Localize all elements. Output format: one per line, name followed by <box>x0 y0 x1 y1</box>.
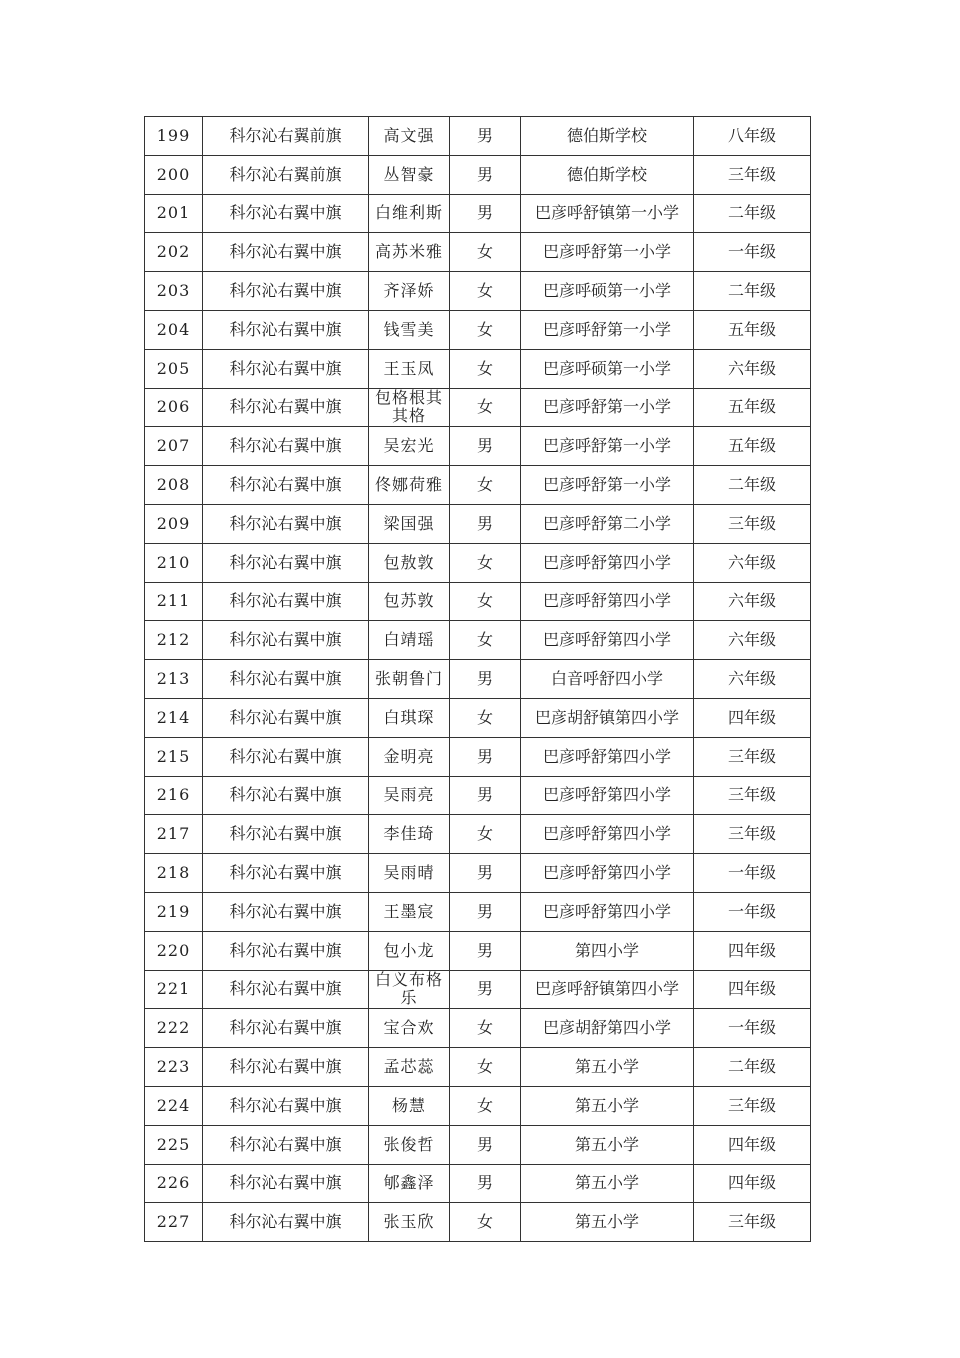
gender-cell: 女 <box>450 621 521 660</box>
table-row <box>145 388 811 427</box>
table-row <box>145 582 811 621</box>
table-row <box>145 272 811 311</box>
row-number-cell: 204 <box>145 310 203 349</box>
student-name-cell: 包敖敦 <box>369 543 450 582</box>
student-name-cell: 白靖瑶 <box>369 621 450 660</box>
grade-level-cell: 四年级 <box>694 970 811 1009</box>
grade-level-cell: 四年级 <box>694 698 811 737</box>
gender-cell: 女 <box>450 1048 521 1087</box>
row-number-cell: 226 <box>145 1164 203 1203</box>
gender-cell: 女 <box>450 1009 521 1048</box>
student-name-cell: 包小龙 <box>369 931 450 970</box>
gender-cell: 男 <box>450 931 521 970</box>
gender-cell: 男 <box>450 194 521 233</box>
student-name-cell: 吴宏光 <box>369 427 450 466</box>
school-name-cell: 巴彦呼舒第一小学 <box>521 233 694 272</box>
table-row <box>145 660 811 699</box>
student-name-cell: 张朝鲁门 <box>369 660 450 699</box>
row-number-cell: 212 <box>145 621 203 660</box>
banner-region-cell: 科尔沁右翼中旗 <box>203 427 369 466</box>
gender-cell: 男 <box>450 660 521 699</box>
row-number-cell: 206 <box>145 388 203 427</box>
grade-level-cell: 三年级 <box>694 1086 811 1125</box>
school-name-cell: 巴彦呼舒第四小学 <box>521 543 694 582</box>
school-name-cell: 巴彦呼舒第一小学 <box>521 466 694 505</box>
student-name-cell: 钱雪美 <box>369 310 450 349</box>
grade-level-cell: 三年级 <box>694 776 811 815</box>
banner-region-cell: 科尔沁右翼中旗 <box>203 1009 369 1048</box>
banner-region-cell: 科尔沁右翼中旗 <box>203 582 369 621</box>
banner-region-cell: 科尔沁右翼中旗 <box>203 1048 369 1087</box>
row-number-cell: 199 <box>145 117 203 156</box>
grade-level-cell: 四年级 <box>694 1164 811 1203</box>
table-row <box>145 854 811 893</box>
row-number-cell: 202 <box>145 233 203 272</box>
banner-region-cell: 科尔沁右翼中旗 <box>203 892 369 931</box>
row-number-cell: 224 <box>145 1086 203 1125</box>
gender-cell: 男 <box>450 1164 521 1203</box>
banner-region-cell: 科尔沁右翼中旗 <box>203 737 369 776</box>
row-number-cell: 214 <box>145 698 203 737</box>
gender-cell: 女 <box>450 349 521 388</box>
banner-region-cell: 科尔沁右翼中旗 <box>203 349 369 388</box>
banner-region-cell: 科尔沁右翼中旗 <box>203 388 369 427</box>
student-name-cell: 包苏敦 <box>369 582 450 621</box>
row-number-cell: 218 <box>145 854 203 893</box>
row-number-cell: 207 <box>145 427 203 466</box>
gender-cell: 男 <box>450 1125 521 1164</box>
row-number-cell: 219 <box>145 892 203 931</box>
gender-cell: 男 <box>450 117 521 156</box>
row-number-cell: 210 <box>145 543 203 582</box>
school-name-cell: 巴彦呼舒第四小学 <box>521 776 694 815</box>
student-name-cell: 吴雨亮 <box>369 776 450 815</box>
student-roster-table <box>144 116 811 1242</box>
school-name-cell: 第五小学 <box>521 1203 694 1242</box>
banner-region-cell: 科尔沁右翼中旗 <box>203 233 369 272</box>
banner-region-cell: 科尔沁右翼前旗 <box>203 155 369 194</box>
grade-level-cell: 一年级 <box>694 854 811 893</box>
student-name-cell: 王墨宸 <box>369 892 450 931</box>
banner-region-cell: 科尔沁右翼中旗 <box>203 660 369 699</box>
table-row <box>145 117 811 156</box>
school-name-cell: 第五小学 <box>521 1048 694 1087</box>
row-number-cell: 225 <box>145 1125 203 1164</box>
banner-region-cell: 科尔沁右翼中旗 <box>203 815 369 854</box>
gender-cell: 女 <box>450 466 521 505</box>
row-number-cell: 209 <box>145 504 203 543</box>
school-name-cell: 巴彦呼舒第四小学 <box>521 815 694 854</box>
school-name-cell: 第五小学 <box>521 1125 694 1164</box>
grade-level-cell: 三年级 <box>694 1203 811 1242</box>
banner-region-cell: 科尔沁右翼中旗 <box>203 621 369 660</box>
student-name-cell: 杨慧 <box>369 1086 450 1125</box>
table-row <box>145 1086 811 1125</box>
student-name-cell: 王玉凤 <box>369 349 450 388</box>
row-number-cell: 201 <box>145 194 203 233</box>
grade-level-cell: 二年级 <box>694 466 811 505</box>
table-body <box>145 117 811 1242</box>
banner-region-cell: 科尔沁右翼中旗 <box>203 543 369 582</box>
gender-cell: 男 <box>450 737 521 776</box>
grade-level-cell: 四年级 <box>694 931 811 970</box>
row-number-cell: 221 <box>145 970 203 1009</box>
row-number-cell: 211 <box>145 582 203 621</box>
row-number-cell: 223 <box>145 1048 203 1087</box>
grade-level-cell: 四年级 <box>694 1125 811 1164</box>
banner-region-cell: 科尔沁右翼中旗 <box>203 698 369 737</box>
table-row <box>145 931 811 970</box>
school-name-cell: 巴彦呼硕第一小学 <box>521 349 694 388</box>
banner-region-cell: 科尔沁右翼中旗 <box>203 931 369 970</box>
school-name-cell: 第五小学 <box>521 1164 694 1203</box>
student-name-cell: 孟芯蕊 <box>369 1048 450 1087</box>
student-name-cell: 高苏米雅 <box>369 233 450 272</box>
gender-cell: 男 <box>450 970 521 1009</box>
table-row <box>145 233 811 272</box>
school-name-cell: 第四小学 <box>521 931 694 970</box>
row-number-cell: 215 <box>145 737 203 776</box>
gender-cell: 女 <box>450 310 521 349</box>
banner-region-cell: 科尔沁右翼中旗 <box>203 1086 369 1125</box>
school-name-cell: 巴彦呼舒第四小学 <box>521 854 694 893</box>
school-name-cell: 德伯斯学校 <box>521 155 694 194</box>
school-name-cell: 巴彦胡舒第四小学 <box>521 1009 694 1048</box>
grade-level-cell: 八年级 <box>694 117 811 156</box>
school-name-cell: 巴彦呼舒第一小学 <box>521 427 694 466</box>
gender-cell: 女 <box>450 543 521 582</box>
gender-cell: 男 <box>450 892 521 931</box>
banner-region-cell: 科尔沁右翼中旗 <box>203 466 369 505</box>
row-number-cell: 205 <box>145 349 203 388</box>
grade-level-cell: 二年级 <box>694 1048 811 1087</box>
grade-level-cell: 三年级 <box>694 504 811 543</box>
table-row <box>145 543 811 582</box>
gender-cell: 女 <box>450 388 521 427</box>
table-row <box>145 892 811 931</box>
table-row <box>145 349 811 388</box>
gender-cell: 女 <box>450 1086 521 1125</box>
grade-level-cell: 六年级 <box>694 349 811 388</box>
table-row <box>145 194 811 233</box>
banner-region-cell: 科尔沁右翼前旗 <box>203 117 369 156</box>
table-row <box>145 776 811 815</box>
row-number-cell: 227 <box>145 1203 203 1242</box>
gender-cell: 男 <box>450 155 521 194</box>
student-name-cell: 丛智豪 <box>369 155 450 194</box>
grade-level-cell: 五年级 <box>694 310 811 349</box>
grade-level-cell: 二年级 <box>694 194 811 233</box>
gender-cell: 女 <box>450 272 521 311</box>
table-row <box>145 310 811 349</box>
table-row <box>145 815 811 854</box>
grade-level-cell: 二年级 <box>694 272 811 311</box>
school-name-cell: 德伯斯学校 <box>521 117 694 156</box>
gender-cell: 男 <box>450 776 521 815</box>
table-row <box>145 504 811 543</box>
school-name-cell: 巴彦呼舒第四小学 <box>521 737 694 776</box>
grade-level-cell: 六年级 <box>694 582 811 621</box>
banner-region-cell: 科尔沁右翼中旗 <box>203 1164 369 1203</box>
table-row <box>145 737 811 776</box>
student-name-cell: 白琪琛 <box>369 698 450 737</box>
banner-region-cell: 科尔沁右翼中旗 <box>203 504 369 543</box>
gender-cell: 女 <box>450 698 521 737</box>
grade-level-cell: 六年级 <box>694 660 811 699</box>
grade-level-cell: 三年级 <box>694 737 811 776</box>
student-name-cell: 吴雨晴 <box>369 854 450 893</box>
school-name-cell: 巴彦胡舒镇第四小学 <box>521 698 694 737</box>
row-number-cell: 200 <box>145 155 203 194</box>
school-name-cell: 巴彦呼舒第四小学 <box>521 892 694 931</box>
row-number-cell: 220 <box>145 931 203 970</box>
student-name-cell: 白维利斯 <box>369 194 450 233</box>
row-number-cell: 203 <box>145 272 203 311</box>
row-number-cell: 216 <box>145 776 203 815</box>
gender-cell: 男 <box>450 854 521 893</box>
student-name-cell: 梁国强 <box>369 504 450 543</box>
table-row <box>145 1048 811 1087</box>
table-row <box>145 621 811 660</box>
table-row <box>145 970 811 1009</box>
gender-cell: 男 <box>450 427 521 466</box>
gender-cell: 女 <box>450 1203 521 1242</box>
table-row <box>145 466 811 505</box>
gender-cell: 女 <box>450 233 521 272</box>
gender-cell: 女 <box>450 582 521 621</box>
banner-region-cell: 科尔沁右翼中旗 <box>203 1125 369 1164</box>
table-row <box>145 1164 811 1203</box>
grade-level-cell: 三年级 <box>694 815 811 854</box>
gender-cell: 男 <box>450 504 521 543</box>
row-number-cell: 222 <box>145 1009 203 1048</box>
student-name-cell: 佟娜荷雅 <box>369 466 450 505</box>
grade-level-cell: 六年级 <box>694 621 811 660</box>
row-number-cell: 208 <box>145 466 203 505</box>
table-row <box>145 1203 811 1242</box>
student-name-cell: 齐泽娇 <box>369 272 450 311</box>
school-name-cell: 巴彦呼舒第四小学 <box>521 621 694 660</box>
student-name-cell: 郇鑫泽 <box>369 1164 450 1203</box>
school-name-cell: 巴彦呼舒镇第一小学 <box>521 194 694 233</box>
student-name-cell: 宝合欢 <box>369 1009 450 1048</box>
school-name-cell: 第五小学 <box>521 1086 694 1125</box>
student-name-cell: 张俊哲 <box>369 1125 450 1164</box>
table-row <box>145 427 811 466</box>
grade-level-cell: 一年级 <box>694 233 811 272</box>
row-number-cell: 213 <box>145 660 203 699</box>
banner-region-cell: 科尔沁右翼中旗 <box>203 970 369 1009</box>
banner-region-cell: 科尔沁右翼中旗 <box>203 1203 369 1242</box>
school-name-cell: 巴彦呼硕第一小学 <box>521 272 694 311</box>
school-name-cell: 巴彦呼舒第二小学 <box>521 504 694 543</box>
banner-region-cell: 科尔沁右翼中旗 <box>203 854 369 893</box>
grade-level-cell: 五年级 <box>694 427 811 466</box>
banner-region-cell: 科尔沁右翼中旗 <box>203 776 369 815</box>
banner-region-cell: 科尔沁右翼中旗 <box>203 272 369 311</box>
school-name-cell: 巴彦呼舒第四小学 <box>521 582 694 621</box>
student-name-cell: 金明亮 <box>369 737 450 776</box>
grade-level-cell: 一年级 <box>694 892 811 931</box>
student-name-cell: 白义布格乐 <box>369 970 450 1009</box>
student-name-cell: 包格根其其格 <box>369 388 450 427</box>
banner-region-cell: 科尔沁右翼中旗 <box>203 310 369 349</box>
student-name-cell: 高文强 <box>369 117 450 156</box>
school-name-cell: 巴彦呼舒镇第四小学 <box>521 970 694 1009</box>
school-name-cell: 白音呼舒四小学 <box>521 660 694 699</box>
student-roster-table-wrapper <box>144 116 810 1241</box>
gender-cell: 女 <box>450 815 521 854</box>
school-name-cell: 巴彦呼舒第一小学 <box>521 388 694 427</box>
table-row <box>145 1009 811 1048</box>
row-number-cell: 217 <box>145 815 203 854</box>
grade-level-cell: 五年级 <box>694 388 811 427</box>
grade-level-cell: 六年级 <box>694 543 811 582</box>
banner-region-cell: 科尔沁右翼中旗 <box>203 194 369 233</box>
student-name-cell: 李佳琦 <box>369 815 450 854</box>
school-name-cell: 巴彦呼舒第一小学 <box>521 310 694 349</box>
table-row <box>145 1125 811 1164</box>
table-row <box>145 698 811 737</box>
table-row <box>145 155 811 194</box>
grade-level-cell: 三年级 <box>694 155 811 194</box>
student-name-cell: 张玉欣 <box>369 1203 450 1242</box>
grade-level-cell: 一年级 <box>694 1009 811 1048</box>
